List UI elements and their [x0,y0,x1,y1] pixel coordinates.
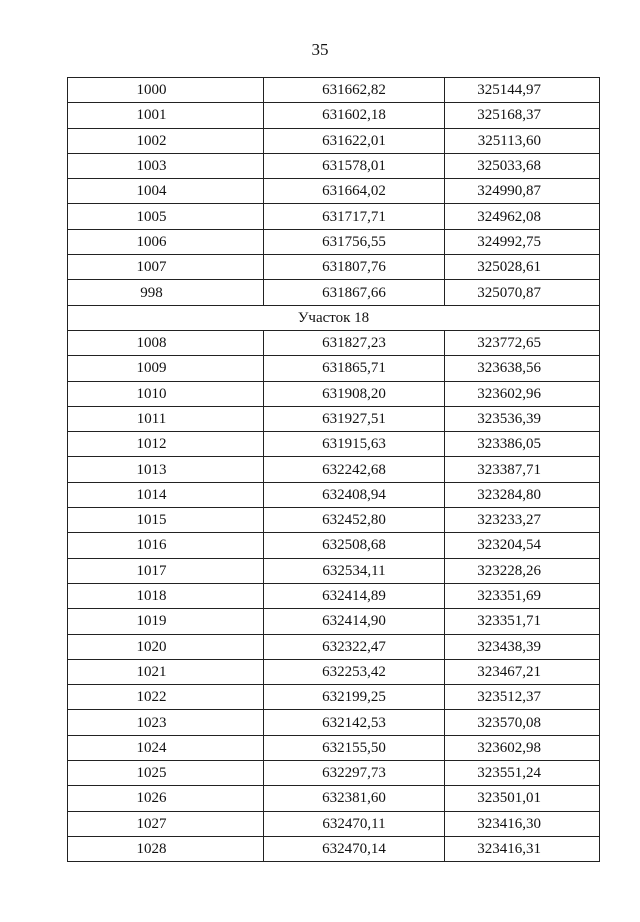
table-row [68,609,600,634]
y-coordinate-cell: 323416,31 [445,836,600,861]
x-coordinate-cell: 632508,68 [264,533,445,558]
table-row [68,78,600,103]
y-coordinate-cell: 323386,05 [445,432,600,457]
table-row [68,659,600,684]
table-row [68,710,600,735]
table-row [68,381,600,406]
page-number: 35 [311,40,329,59]
x-coordinate-cell: 632408,94 [264,482,445,507]
y-coordinate-cell: 323512,37 [445,685,600,710]
x-coordinate-cell: 631756,55 [264,229,445,254]
y-coordinate-cell: 323551,24 [445,761,600,786]
table-row [68,330,600,355]
y-coordinate-cell: 323416,30 [445,811,600,836]
point-number-cell: 1003 [68,153,264,178]
point-number-cell: 1002 [68,128,264,153]
point-number-cell: 1014 [68,482,264,507]
x-coordinate-cell: 632142,53 [264,710,445,735]
section-header-row [68,305,600,330]
y-coordinate-cell: 323438,39 [445,634,600,659]
point-number-cell: 1015 [68,508,264,533]
y-coordinate-cell: 324990,87 [445,179,600,204]
y-coordinate-cell: 325033,68 [445,153,600,178]
y-coordinate-cell: 323387,71 [445,457,600,482]
x-coordinate-cell: 631664,02 [264,179,445,204]
y-coordinate-cell: 325028,61 [445,255,600,280]
y-coordinate-cell: 323772,65 [445,330,600,355]
table-row [68,634,600,659]
y-coordinate-cell: 324962,08 [445,204,600,229]
table-row [68,179,600,204]
y-coordinate-cell: 325070,87 [445,280,600,305]
point-number-cell: 1010 [68,381,264,406]
table-row [68,280,600,305]
x-coordinate-cell: 632452,80 [264,508,445,533]
y-coordinate-cell: 323228,26 [445,558,600,583]
x-coordinate-cell: 632253,42 [264,659,445,684]
point-number-cell: 1016 [68,533,264,558]
y-coordinate-cell: 325144,97 [445,78,600,103]
x-coordinate-cell: 631827,23 [264,330,445,355]
x-coordinate-cell: 631927,51 [264,406,445,431]
y-coordinate-cell: 323570,08 [445,710,600,735]
x-coordinate-cell: 632297,73 [264,761,445,786]
table-row [68,103,600,128]
x-coordinate-cell: 632470,14 [264,836,445,861]
x-coordinate-cell: 631807,76 [264,255,445,280]
point-number-cell: 1013 [68,457,264,482]
x-coordinate-cell: 631915,63 [264,432,445,457]
point-number-cell: 1028 [68,836,264,861]
table-row [68,229,600,254]
coordinates-table [67,77,600,862]
table-row [68,406,600,431]
table-row [68,836,600,861]
point-number-cell: 1017 [68,558,264,583]
y-coordinate-cell: 323602,96 [445,381,600,406]
table-row [68,508,600,533]
point-number-cell: 1025 [68,761,264,786]
y-coordinate-cell: 323233,27 [445,508,600,533]
x-coordinate-cell: 631622,01 [264,128,445,153]
point-number-cell: 1009 [68,356,264,381]
x-coordinate-cell: 632534,11 [264,558,445,583]
table-row [68,761,600,786]
point-number-cell: 1023 [68,710,264,735]
x-coordinate-cell: 631865,71 [264,356,445,381]
x-coordinate-cell: 632381,60 [264,786,445,811]
table-row [68,356,600,381]
table-row [68,583,600,608]
y-coordinate-cell: 324992,75 [445,229,600,254]
x-coordinate-cell: 632322,47 [264,634,445,659]
y-coordinate-cell: 323467,21 [445,659,600,684]
point-number-cell: 1020 [68,634,264,659]
x-coordinate-cell: 632414,90 [264,609,445,634]
x-coordinate-cell: 631578,01 [264,153,445,178]
x-coordinate-cell: 632242,68 [264,457,445,482]
point-number-cell: 1005 [68,204,264,229]
x-coordinate-cell: 631908,20 [264,381,445,406]
table-row [68,533,600,558]
point-number-cell: 1019 [68,609,264,634]
y-coordinate-cell: 323284,80 [445,482,600,507]
y-coordinate-cell: 323536,39 [445,406,600,431]
y-coordinate-cell: 323351,69 [445,583,600,608]
section-title: Участок 18 [68,305,600,330]
table-row [68,482,600,507]
point-number-cell: 1004 [68,179,264,204]
point-number-cell: 1011 [68,406,264,431]
table-row [68,457,600,482]
point-number-cell: 1021 [68,659,264,684]
point-number-cell: 1012 [68,432,264,457]
point-number-cell: 1008 [68,330,264,355]
x-coordinate-cell: 631717,71 [264,204,445,229]
x-coordinate-cell: 631602,18 [264,103,445,128]
table-row [68,128,600,153]
y-coordinate-cell: 325113,60 [445,128,600,153]
table-row [68,558,600,583]
table-row [68,735,600,760]
y-coordinate-cell: 323351,71 [445,609,600,634]
point-number-cell: 1026 [68,786,264,811]
point-number-cell: 1027 [68,811,264,836]
point-number-cell: 1018 [68,583,264,608]
x-coordinate-cell: 631867,66 [264,280,445,305]
y-coordinate-cell: 323602,98 [445,735,600,760]
point-number-cell: 998 [68,280,264,305]
y-coordinate-cell: 323638,56 [445,356,600,381]
x-coordinate-cell: 632470,11 [264,811,445,836]
point-number-cell: 1001 [68,103,264,128]
x-coordinate-cell: 631662,82 [264,78,445,103]
y-coordinate-cell: 323204,54 [445,533,600,558]
table-row [68,811,600,836]
table-row [68,255,600,280]
table-row [68,204,600,229]
point-number-cell: 1007 [68,255,264,280]
point-number-cell: 1022 [68,685,264,710]
table-row [68,153,600,178]
y-coordinate-cell: 325168,37 [445,103,600,128]
point-number-cell: 1006 [68,229,264,254]
point-number-cell: 1024 [68,735,264,760]
x-coordinate-cell: 632414,89 [264,583,445,608]
point-number-cell: 1000 [68,78,264,103]
table-row [68,786,600,811]
x-coordinate-cell: 632155,50 [264,735,445,760]
table-row [68,685,600,710]
x-coordinate-cell: 632199,25 [264,685,445,710]
table-row [68,432,600,457]
coordinates-table-body [68,78,600,862]
y-coordinate-cell: 323501,01 [445,786,600,811]
